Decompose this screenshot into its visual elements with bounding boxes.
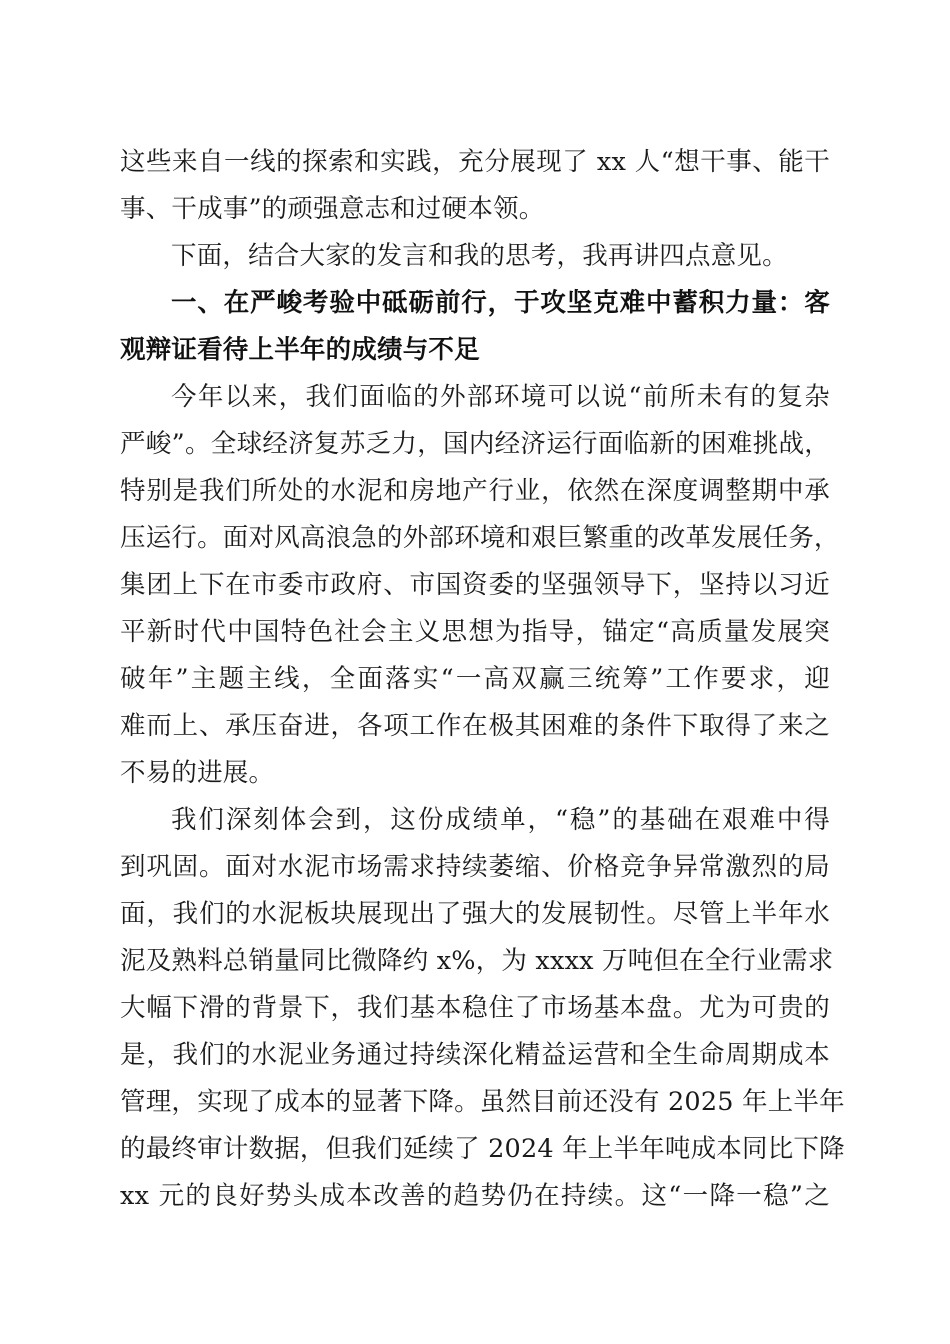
paragraph-line: 到巩固。面对水泥市场需求持续萎缩、价格竞争异常激烈的局 [120, 852, 830, 882]
paragraph-line: 的最终审计数据，但我们延续了 2024 年上半年吨成本同比下降 [120, 1134, 845, 1164]
paragraph-line: 是，我们的水泥业务通过持续深化精益运营和全生命周期成本 [120, 1040, 830, 1070]
paragraph-line: 事、干成事”的顽强意志和过硬本领。 [120, 194, 545, 224]
paragraph-line: 泥及熟料总销量同比微降约 x%，为 xxxx 万吨但在全行业需求 [120, 946, 834, 976]
section-heading-line: 观辩证看待上半年的成绩与不足 [120, 335, 480, 365]
paragraph-line: 管理，实现了成本的显著下降。虽然目前还没有 2025 年上半年 [120, 1087, 845, 1117]
paragraph-line: 大幅下滑的背景下，我们基本稳住了市场基本盘。尤为可贵的 [120, 993, 830, 1023]
paragraph-line: 今年以来，我们面临的外部环境可以说“前所未有的复杂 [171, 382, 830, 412]
paragraph-line: 压运行。面对风高浪急的外部环境和艰巨繁重的改革发展任务， [120, 523, 840, 553]
paragraph-line: 这些来自一线的探索和实践，充分展现了 xx 人“想干事、能干 [120, 147, 830, 177]
paragraph-line: 面，我们的水泥板块展现出了强大的发展韧性。尽管上半年水 [120, 899, 830, 929]
paragraph-line: 严峻”。全球经济复苏乏力，国内经济运行面临新的困难挑战， [120, 429, 830, 459]
paragraph-line: xx 元的良好势头成本改善的趋势仍在持续。这“一降一稳”之 [120, 1181, 830, 1211]
paragraph-line: 下面，结合大家的发言和我的思考，我再讲四点意见。 [171, 241, 788, 271]
paragraph-line: 难而上、承压奋进，各项工作在极其困难的条件下取得了来之 [120, 711, 830, 741]
paragraph-line: 我们深刻体会到，这份成绩单，“稳”的基础在艰难中得 [171, 805, 830, 835]
paragraph-line: 平新时代中国特色社会主义思想为指导，锚定“高质量发展突 [120, 617, 830, 647]
paragraph-line: 集团上下在市委市政府、市国资委的坚强领导下，坚持以习近 [120, 570, 830, 600]
section-heading-line: 一、在严峻考验中砥砺前行，于攻坚克难中蓄积力量：客 [171, 288, 830, 318]
paragraph-line: 破年”主题主线，全面落实“一高双赢三统筹”工作要求，迎 [120, 664, 830, 694]
paragraph-line: 特别是我们所处的水泥和房地产行业，依然在深度调整期中承 [120, 476, 830, 506]
paragraph-line: 不易的进展。 [120, 758, 275, 788]
